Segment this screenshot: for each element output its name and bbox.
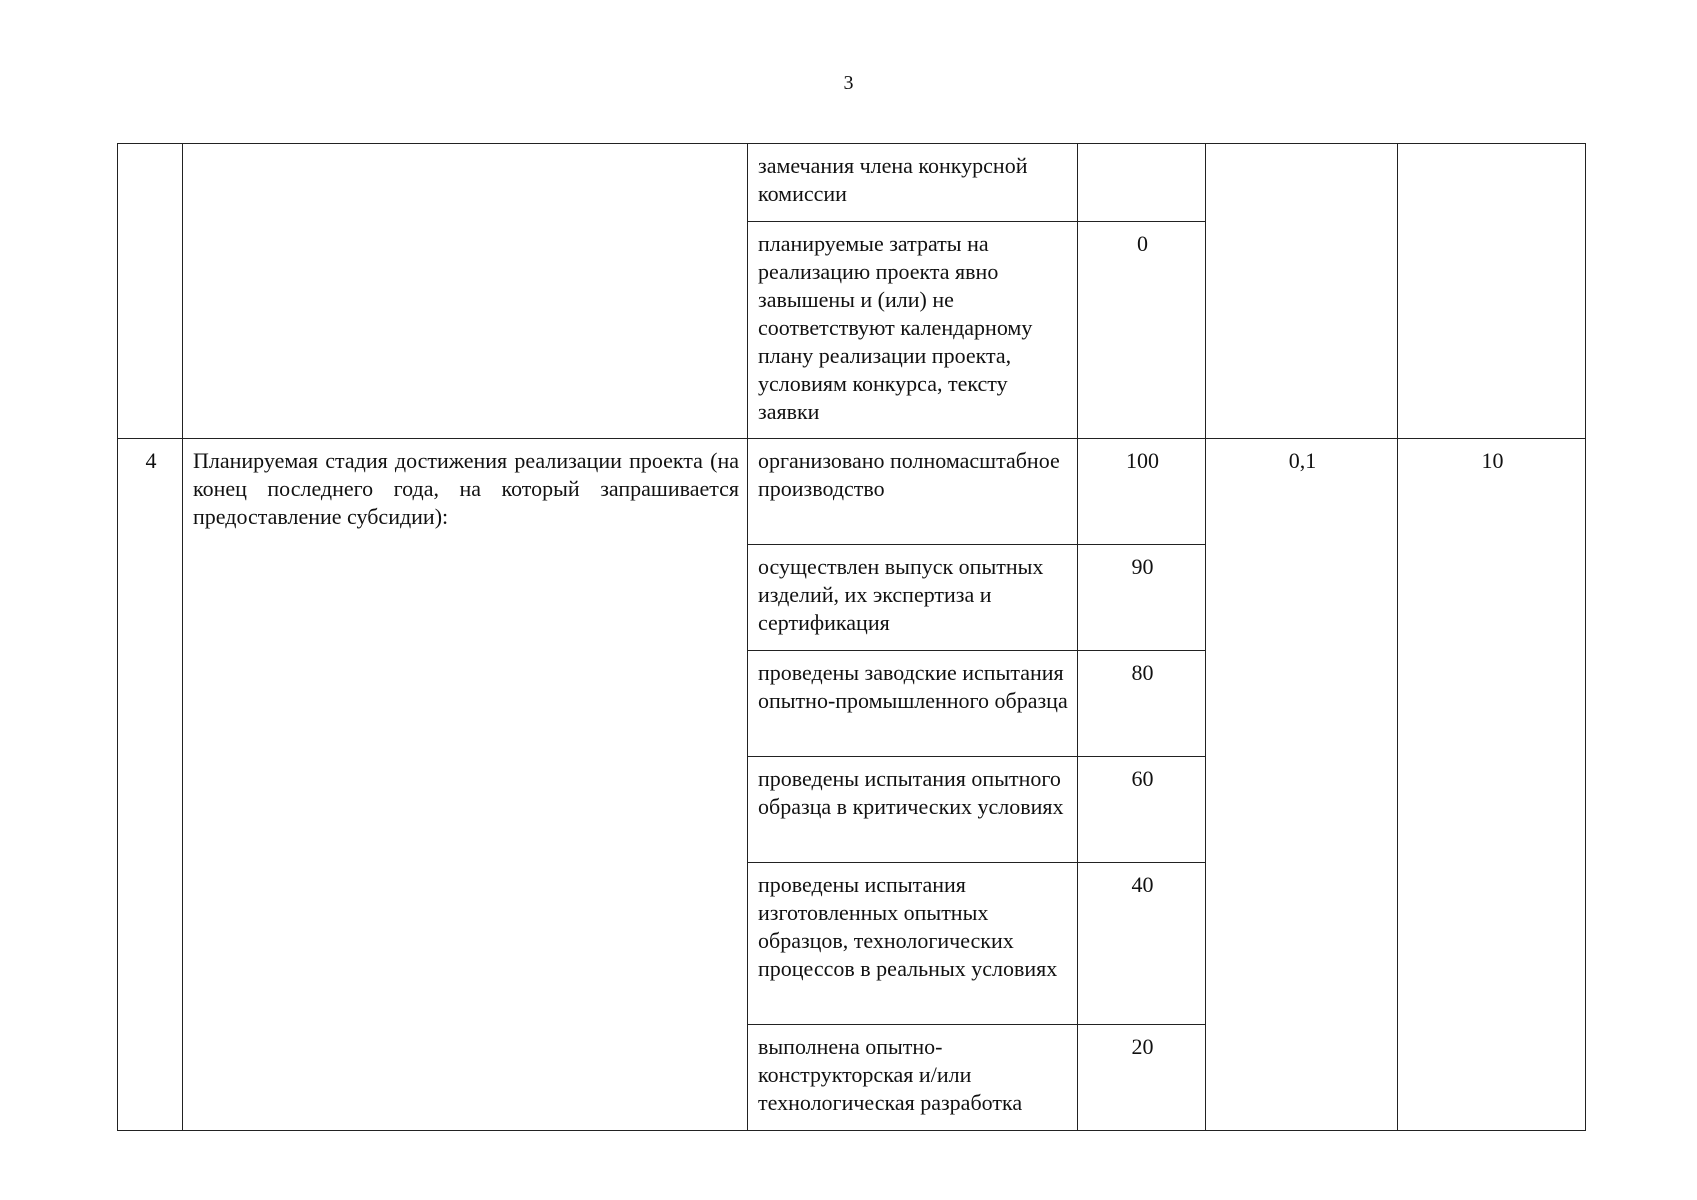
criterion-number: 4: [118, 439, 183, 1131]
table-row: [118, 439, 1586, 545]
option-cell: проведены испытания изготовленных опытных образцов, технологических процессов в реальных условиях: [748, 863, 1078, 1025]
page-number: 3: [843, 72, 854, 94]
option-cell: замечания члена конкурсной комиссии: [748, 144, 1078, 222]
score-cell: 80: [1078, 651, 1206, 757]
weight-cell: 0,1: [1206, 439, 1398, 1131]
option-cell: выполнена опытно-конструкторская и/или технологическая разработка: [748, 1025, 1078, 1131]
max-score-cell: 10: [1398, 439, 1586, 1131]
score-cell: 0: [1078, 222, 1206, 439]
criterion-cell: [183, 144, 748, 439]
option-cell: осуществлен выпуск опытных изделий, их экспертиза и сертификация: [748, 545, 1078, 651]
score-cell: 60: [1078, 757, 1206, 863]
option-cell: организовано полномасштабное производство: [748, 439, 1078, 545]
option-cell: проведены испытания опытного образца в критических условиях: [748, 757, 1078, 863]
criterion-text: Планируемая стадия достижения реализации проекта (на конец последнего года, на который запрашивается предоставление субсидии):: [183, 439, 748, 1131]
score-cell: 20: [1078, 1025, 1206, 1131]
score-cell: [1078, 144, 1206, 222]
score-cell: 40: [1078, 863, 1206, 1025]
score-cell: 90: [1078, 545, 1206, 651]
table-row: [118, 144, 1586, 222]
number-cell: [118, 144, 183, 439]
criteria-table: [117, 143, 1586, 1131]
option-cell: проведены заводские испытания опытно-промышленного образца: [748, 651, 1078, 757]
max-score-cell: [1398, 144, 1586, 439]
weight-cell: [1206, 144, 1398, 439]
score-cell: 100: [1078, 439, 1206, 545]
option-cell: планируемые затраты на реализацию проекта явно завышены и (или) не соответствуют календарному плану реализации проекта, условиям конкурса, тексту заявки: [748, 222, 1078, 439]
